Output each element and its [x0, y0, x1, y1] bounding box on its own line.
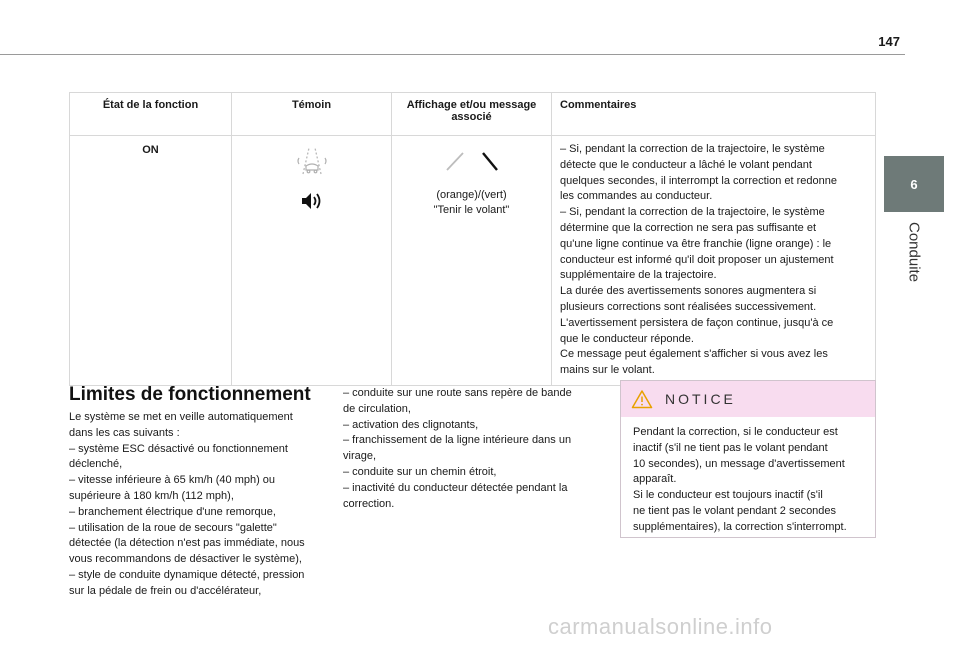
comment-line: conducteur est informé qu'il doit proposer un ajustement	[560, 253, 834, 266]
header-comments: Commentaires	[552, 93, 876, 136]
paragraph-line: détectée (la détection n'est pas immédiate, nous	[69, 537, 305, 550]
header-indicator: Témoin	[232, 93, 392, 136]
message-text: "Tenir le volant"	[433, 204, 510, 216]
header-message: Affichage et/ou message associé	[392, 93, 552, 136]
notice-line: 10 secondes), un message d'avertissement	[633, 457, 845, 470]
paragraph-line: correction.	[343, 497, 395, 510]
state-cell: ON	[70, 136, 232, 386]
page-number: 147	[878, 34, 900, 49]
message-cell	[392, 136, 552, 386]
watermark: carmanualsonline.info	[548, 614, 773, 639]
comment-line: les commandes au conducteur.	[560, 190, 713, 203]
notice-body	[621, 417, 875, 536]
paragraph-line: – franchissement de la ligne intérieure dans un	[343, 434, 572, 447]
paragraph-line: sur la pédale de frein ou d'accélérateur,	[69, 584, 262, 597]
paragraph-line: – système ESC désactivé ou fonctionnement	[69, 442, 288, 455]
comment-line: détermine que la correction ne sera pas suffisante et	[560, 221, 817, 234]
comment-line: – Si, pendant la correction de la trajectoire, le système	[560, 143, 825, 155]
section-title: Limites de fonctionnement	[69, 384, 311, 405]
comment-line: – Si, pendant la correction de la trajectoire, le système	[560, 206, 825, 219]
notice-line: Pendant la correction, si le conducteur est	[633, 426, 838, 438]
chapter-tab	[884, 156, 944, 212]
comment-line: mains sur le volant.	[560, 364, 655, 377]
paragraph-line: – activation des clignotants,	[343, 418, 479, 431]
chapter-number: 6	[910, 176, 918, 192]
lane-keep-assist-icon	[295, 144, 329, 178]
paragraph-line: supérieure à 180 km/h (112 mph),	[69, 489, 234, 502]
comment-line: La durée des avertissements sonores augmentera si	[560, 285, 817, 298]
comment-line: que le conducteur réponde.	[560, 332, 694, 345]
sound-alert-icon	[299, 190, 325, 212]
notice-line: Si le conducteur est toujours inactif (s'il	[633, 489, 823, 502]
paragraph-line: vous recommandons de désactiver le système),	[69, 553, 302, 566]
notice-line: inactif (s'il ne tient pas le volant pendant	[633, 441, 828, 454]
comment-line: plusieurs corrections sont réalisées successivement.	[560, 300, 817, 313]
warning-triangle-icon	[631, 389, 653, 409]
paragraph-line: – conduite sur une route sans repère de bande	[343, 387, 572, 399]
paragraph-line: – conduite sur un chemin étroit,	[343, 465, 497, 478]
limits-column-2	[343, 386, 598, 512]
comments-cell	[552, 136, 876, 386]
indicator-cell	[232, 136, 392, 386]
function-table	[69, 92, 876, 386]
paragraph-line: Le système se met en veille automatiquement	[69, 411, 293, 423]
paragraph-line: – branchement électrique d'une remorque,	[69, 505, 276, 518]
notice-line: supplémentaires), la correction s'interrompt.	[633, 520, 847, 533]
comment-line: Ce message peut également s'afficher si vous avez les	[560, 348, 828, 361]
notice-header	[621, 381, 875, 417]
header-state: État de la fonction	[70, 93, 232, 136]
chapter-title-vertical	[885, 222, 943, 312]
top-rule	[0, 54, 905, 55]
table-header-row	[70, 93, 876, 136]
table-row	[70, 136, 876, 386]
paragraph-line: dans les cas suivants :	[69, 426, 180, 439]
paragraph-line: de circulation,	[343, 402, 411, 415]
paragraph-line: – vitesse inférieure à 65 km/h (40 mph) ou	[69, 474, 276, 487]
comment-line: quelques secondes, il interrompt la correction et redonne	[560, 174, 837, 187]
lane-lines-icon	[437, 150, 507, 174]
paragraph-line: – style de conduite dynamique détecté, pression	[69, 568, 305, 581]
notice-line: apparaît.	[633, 473, 677, 486]
comment-line: supplémentaire de la trajectoire.	[560, 269, 717, 282]
comment-line: qu'une ligne continue va être franchie (ligne orange) : le	[560, 237, 832, 250]
message-color-note: (orange)/(vert)	[436, 189, 507, 201]
notice-title: NOTICE	[665, 391, 736, 407]
comment-line: L'avertissement persistera de façon continue, jusqu'à ce	[560, 316, 834, 329]
limits-column-1	[69, 410, 331, 600]
paragraph-line: déclenché,	[69, 458, 123, 471]
notice-box	[620, 380, 876, 538]
paragraph-line: – inactivité du conducteur détectée pendant la	[343, 481, 568, 494]
paragraph-line: – utilisation de la roue de secours "galette"	[69, 521, 277, 534]
comment-line: détecte que le conducteur a lâché le volant pendant	[560, 158, 812, 171]
notice-line: ne tient pas le volant pendant 2 secondes	[633, 504, 837, 517]
chapter-title: Conduite	[905, 222, 923, 283]
paragraph-line: virage,	[343, 450, 377, 463]
